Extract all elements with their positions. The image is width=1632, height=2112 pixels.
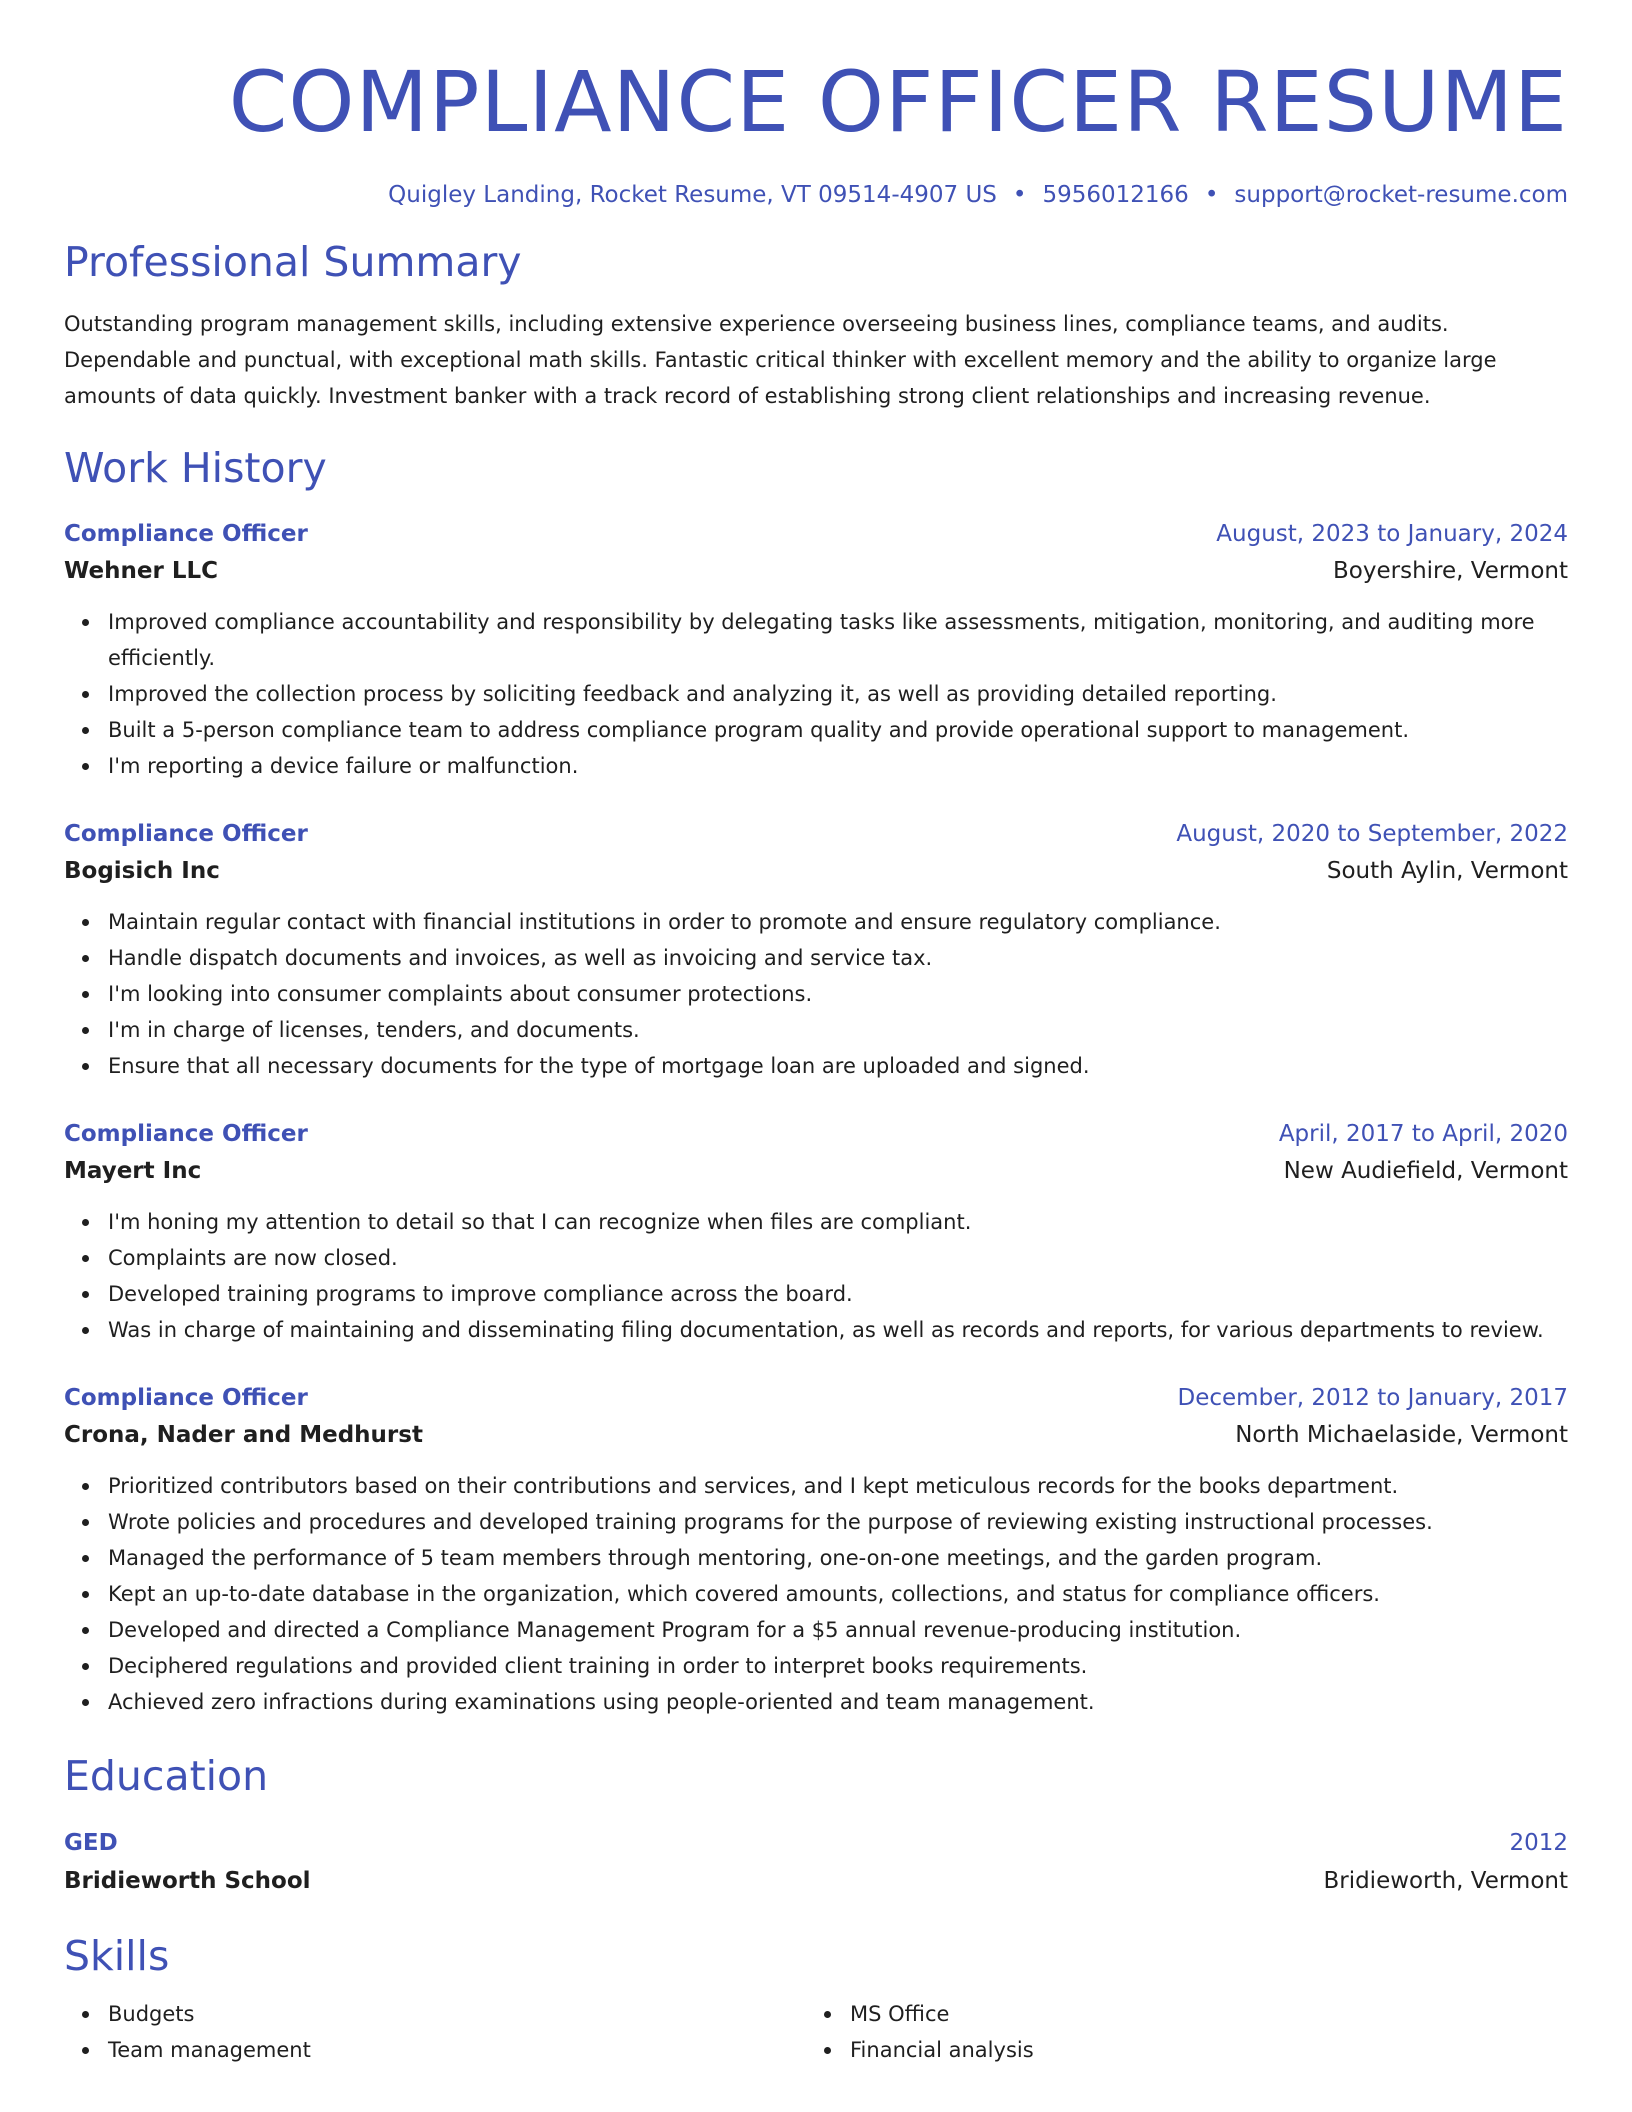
education-heading: Education	[64, 1752, 269, 1800]
job-title: Compliance Officer	[64, 1121, 308, 1147]
list-item: Was in charge of maintaining and disseminating filing documentation, as well as records and reports, for various departments to review.	[108, 1312, 1568, 1348]
list-item: Complaints are now closed.	[108, 1240, 1568, 1276]
list-item: Developed and directed a Compliance Management Program for a $5 annual revenue-producing institution.	[108, 1612, 1568, 1648]
list-item: I'm looking into consumer complaints about consumer protections.	[108, 976, 1568, 1012]
job-title: Compliance Officer	[64, 1385, 308, 1411]
education-school: Bridieworth School	[64, 1868, 311, 1894]
job-bullets	[64, 904, 1568, 1084]
list-item: MS Office	[850, 1996, 1548, 2032]
job-title: Compliance Officer	[64, 821, 308, 847]
job-dates: August, 2020 to September, 2022	[1176, 821, 1568, 847]
summary-text: Outstanding program management skills, including extensive experience overseeing business lines, compliance teams, and audits. Dependable and punctual, with exceptional math skills. Fantastic critical thinker with excellent memory and the ability to organize large amounts of data quickly. Investment banker with a track record of establishing strong client relationships and increasing revenue.	[64, 312, 1497, 408]
list-item: I'm honing my attention to detail so that I can recognize when files are compliant.	[108, 1204, 1568, 1240]
education-degree: GED	[64, 1830, 118, 1856]
list-item: Deciphered regulations and provided client training in order to interpret books requirements.	[108, 1648, 1568, 1684]
education-section	[64, 1750, 1568, 1900]
job-dates: August, 2023 to January, 2024	[1216, 521, 1568, 547]
list-item: Developed training programs to improve compliance across the board.	[108, 1276, 1568, 1312]
skills-heading: Skills	[64, 1932, 170, 1980]
job-company: Wehner LLC	[64, 558, 219, 584]
job-entry	[64, 1116, 1568, 1348]
resume-title: COMPLIANCE OFFICER RESUME	[228, 53, 1568, 151]
contact-address: Quigley Landing, Rocket Resume, VT 09514-4907 US	[388, 182, 997, 208]
education-year: 2012	[1509, 1830, 1568, 1856]
job-bullets	[64, 604, 1568, 784]
work-history-section	[64, 442, 1568, 1720]
job-bullets	[64, 1204, 1568, 1348]
education-entry	[64, 1824, 1568, 1900]
job-location: South Aylin, Vermont	[1326, 858, 1568, 884]
work-history-heading: Work History	[64, 444, 327, 492]
contact-separator: •	[1204, 182, 1219, 208]
list-item: Improved compliance accountability and responsibility by delegating tasks like assessments, mitigation, monitoring, and auditing more efficiently.	[108, 604, 1568, 676]
list-item: Maintain regular contact with financial institutions in order to promote and ensure regulatory compliance.	[108, 904, 1568, 940]
education-location: Bridieworth, Vermont	[1323, 1868, 1568, 1894]
list-item: Wrote policies and procedures and developed training programs for the purpose of reviewing existing instructional processes.	[108, 1504, 1568, 1540]
contact-separator: •	[1012, 182, 1027, 208]
list-item: Financial analysis	[850, 2032, 1548, 2068]
list-item: Handle dispatch documents and invoices, as well as invoicing and service tax.	[108, 940, 1568, 976]
list-item: Kept an up-to-date database in the organization, which covered amounts, collections, and status for compliance officers.	[108, 1576, 1568, 1612]
job-location: New Audiefield, Vermont	[1283, 1158, 1568, 1184]
job-company: Bogisich Inc	[64, 858, 220, 884]
resume-page	[64, 0, 1568, 2068]
list-item: Ensure that all necessary documents for the type of mortgage loan are uploaded and signed.	[108, 1048, 1568, 1084]
list-item: I'm reporting a device failure or malfunction.	[108, 748, 1568, 784]
job-dates: December, 2012 to January, 2017	[1177, 1385, 1568, 1411]
job-entry	[64, 516, 1568, 784]
list-item: Built a 5-person compliance team to address compliance program quality and provide operational support to management.	[108, 712, 1568, 748]
contact-line	[64, 180, 1568, 210]
job-location: North Michaelaside, Vermont	[1235, 1422, 1568, 1448]
job-location: Boyershire, Vermont	[1333, 558, 1568, 584]
skills-column-right	[806, 1996, 1548, 2068]
job-bullets	[64, 1468, 1568, 1720]
list-item: I'm in charge of licenses, tenders, and documents.	[108, 1012, 1568, 1048]
list-item: Budgets	[108, 1996, 806, 2032]
list-item: Team management	[108, 2032, 806, 2068]
summary-section	[64, 236, 1568, 414]
skills-section	[64, 1930, 1568, 2068]
job-title: Compliance Officer	[64, 521, 308, 547]
skills-grid	[64, 1996, 1568, 2068]
summary-heading: Professional Summary	[64, 238, 522, 286]
list-item: Managed the performance of 5 team members through mentoring, one-on-one meetings, and the garden program.	[108, 1540, 1568, 1576]
job-company: Mayert Inc	[64, 1158, 202, 1184]
job-entry	[64, 1380, 1568, 1720]
contact-phone: 5956012166	[1042, 182, 1189, 208]
list-item: Prioritized contributors based on their contributions and services, and I kept meticulous records for the books department.	[108, 1468, 1568, 1504]
job-company: Crona, Nader and Medhurst	[64, 1422, 423, 1448]
job-dates: April, 2017 to April, 2020	[1278, 1121, 1568, 1147]
list-item: Achieved zero infractions during examinations using people-oriented and team management.	[108, 1684, 1568, 1720]
job-entry	[64, 816, 1568, 1084]
skills-column-left	[64, 1996, 806, 2068]
contact-email[interactable]: support@rocket-resume.com	[1234, 182, 1568, 208]
list-item: Improved the collection process by soliciting feedback and analyzing it, as well as providing detailed reporting.	[108, 676, 1568, 712]
